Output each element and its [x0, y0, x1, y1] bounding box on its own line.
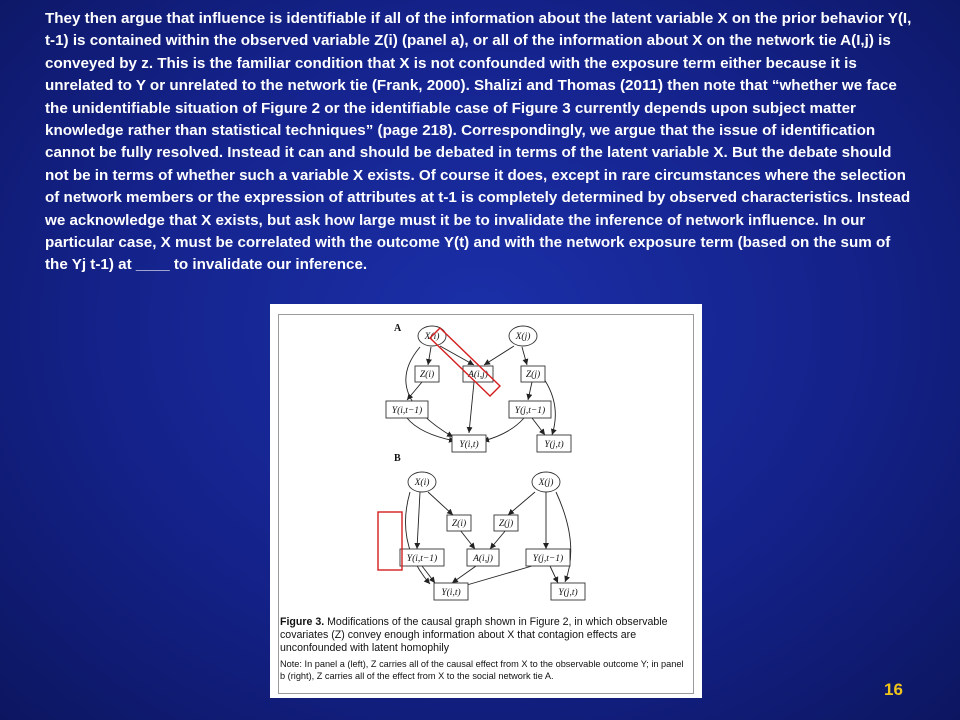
panel-b-node-zi [447, 515, 471, 531]
panel-a-node-yj-t [537, 435, 571, 452]
svg-text:X(j): X(j) [538, 478, 554, 488]
panel-a-edges [406, 346, 555, 441]
panel-b-node-yj-prev [526, 549, 570, 566]
panel-b-edges [406, 492, 571, 587]
panel-b-node-aij [467, 549, 499, 566]
panel-b-node-yj-t [551, 583, 585, 600]
svg-text:Y(i,t): Y(i,t) [441, 588, 461, 598]
svg-text:A(i,j): A(i,j) [473, 554, 493, 564]
svg-text:Z(i): Z(i) [451, 519, 467, 529]
panel-b-node-xi [408, 472, 436, 492]
panel-b-node-xj [532, 472, 560, 492]
panel-a-node-yi-t [452, 435, 486, 452]
svg-text:Y(j,t−1): Y(j,t−1) [514, 406, 546, 416]
figure-image [270, 304, 702, 698]
svg-text:Y(i,t−1): Y(i,t−1) [391, 406, 423, 416]
caption-text: Modifications of the causal graph shown in Figure 2, in which observable covariates (Z) convey enough information about X that contagion effects are unconfounded with latent homophily [280, 616, 668, 655]
svg-text:Z(j): Z(j) [525, 370, 541, 380]
svg-text:Z(i): Z(i) [419, 370, 435, 380]
svg-text:Y(i,t): Y(i,t) [459, 440, 479, 450]
svg-text:Y(j,t): Y(j,t) [558, 588, 578, 598]
panel-b-node-yi-t [434, 583, 468, 600]
svg-text:X(j): X(j) [515, 332, 531, 342]
panel-a-node-yj-prev [509, 401, 551, 418]
slide-body-text: They then argue that influence is identifiable if all of the information about the latent variable X on the prior behavior Y(I, t-1) is contained within the observed variable Z(i) (panel a), or all of the information about X on the network tie A(I,j) is conveyed by z. This is the familiar condition that X is not confounded with the exposure term either because it is unrelated to Y or unrelated to the network tie (Frank, 2000). Shalizi and Thomas (2011) then note that “whether we face the unidentifiable situation of Figure 2 or the identifiable case of Figure 3 currently depends upon subject matter knowledge rather than statistical techniques” (page 218). Correspondingly, we argue that the issue of identification cannot be fully resolved. Instead it can and should be debated in terms of the latent variable X. But the debate should not be in terms of whether such a variable X exists. Of course it does, except in rare circumstances where the selection of network members or the expression of attributes at t-1 is completely determined by observed characteristics. Instead we acknowledge that X exists, but ask how large must it be to invalidate the inference of network influence. In our particular case, X must be correlated with the outcome Y(t) and with the network exposure term (based on the sum of the Yj t-1) at ____ to invalidate our inference. [45, 10, 912, 274]
svg-text:Y(i,t−1): Y(i,t−1) [406, 554, 438, 564]
svg-text:Y(j,t−1): Y(j,t−1) [532, 554, 564, 564]
svg-text:Z(j): Z(j) [498, 519, 514, 529]
svg-text:Y(j,t): Y(j,t) [544, 440, 564, 450]
caption-label: Figure 3. [280, 616, 325, 628]
page-number: 16 [884, 680, 903, 699]
panel-b-highlight [378, 512, 402, 570]
panel-a-node-xj [509, 326, 537, 346]
panel-b-node-yi-prev [400, 549, 444, 566]
panel-a-label: A [394, 323, 402, 334]
panel-a-node-zj [521, 366, 545, 382]
caption-note: Note: In panel a (left), Z carries all of the causal effect from X to the observable outcome Y; in panel b (right), Z carries all of the effect from X to the social network tie A. [280, 658, 684, 681]
figure-caption [280, 616, 690, 682]
svg-text:A(i,j): A(i,j) [468, 370, 488, 380]
panel-a-node-zi [415, 366, 439, 382]
svg-text:X(i): X(i) [424, 332, 440, 342]
svg-text:X(i): X(i) [414, 478, 430, 488]
panel-b-node-zj [494, 515, 518, 531]
panel-a-node-yi-prev [386, 401, 428, 418]
panel-b-label: B [394, 453, 401, 464]
